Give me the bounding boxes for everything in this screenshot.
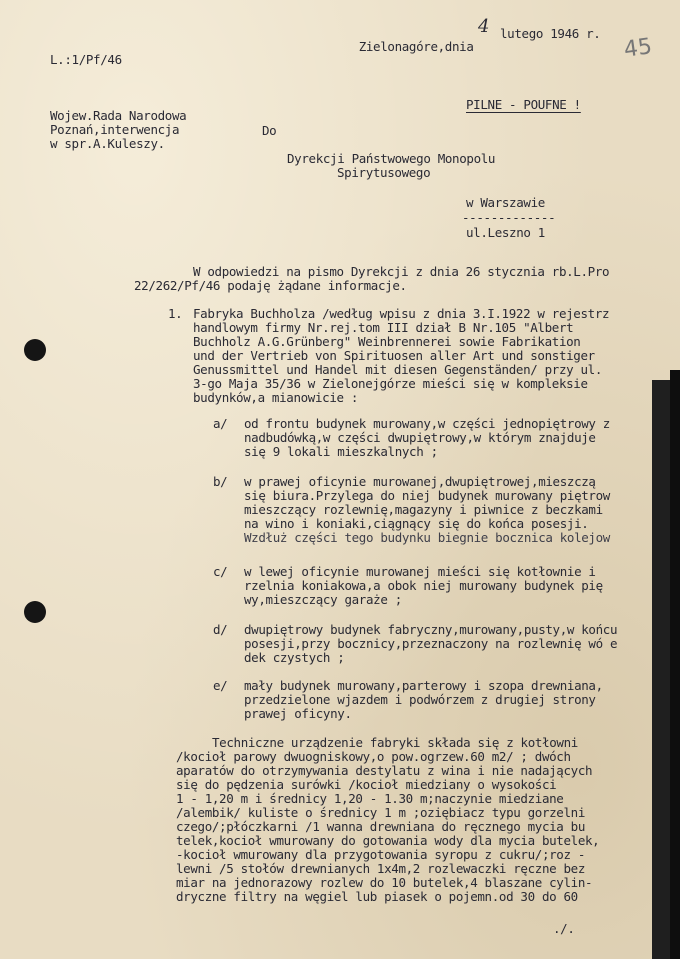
item-b-line-3: mieszczący rozlewnię,magazyny i piwnice z beczkami <box>244 502 603 517</box>
tech-line-11: miar na jednorazowy rozlew do 10 butelek,4 blaszane cylin- <box>176 875 593 890</box>
item-b-line-5: Wzdłuż części tego budynku biegnie bocznica kolejow <box>244 530 610 545</box>
tech-line-4: się do pędzenia surówki /kocioł miedziany o wysokości <box>176 777 557 792</box>
punch-hole-bottom <box>24 601 46 623</box>
recipient-city: w Warszawie <box>466 195 545 210</box>
intro-line-2: 22/262/Pf/46 podaję żądane informacje. <box>134 278 407 293</box>
tech-line-7: czego/;płóczkarni /1 wanna drewniana do ręcznego mycia bu <box>176 819 586 834</box>
tech-line-12: dryczne filtry na węgiel lub piasek o pojemn.od 30 do 60 <box>176 889 578 904</box>
item-c-line-2: rzelnia koniakowa,a obok niej murowany budynek pię <box>244 578 603 593</box>
tech-line-6: /alembik/ kuliste o średnicy 1 m ;oziębiacz typu gorzelni <box>176 805 586 820</box>
tech-line-2: /kocioł parowy dwuogniskowy,o pow.ogrzew.60 m2/ ; dwóch <box>176 749 571 764</box>
place-date-prefix: Zielonagóre,dnia <box>358 39 474 54</box>
item-a-line-1: od frontu budynek murowany,w części jednopiętrowy z <box>244 416 610 431</box>
item-d-line-3: dek czystych ; <box>244 650 345 665</box>
item-e-label: e/ <box>213 678 228 693</box>
point-line-7: budynków,a mianowicie : <box>193 390 359 405</box>
reference-number: L.:1/Pf/46 <box>50 52 122 67</box>
point-line-1: Fabryka Buchholza /według wpisu z dnia 3.I.1922 w rejestrz <box>193 306 610 321</box>
place-date <box>330 27 474 66</box>
pencil-page-number: 45 <box>622 34 654 63</box>
point-line-6: 3-go Maja 35/36 w Zielonejgórze mieści się w kompleksie <box>193 376 588 391</box>
item-c-label: c/ <box>213 564 228 579</box>
tech-line-5: 1 - 1,20 m i średnicy 1,20 - 1.30 m;naczynie miedziane <box>176 791 564 806</box>
point-line-2: handlowym firmy Nr.rej.tom III dział B Nr.105 "Albert <box>193 320 574 335</box>
point-line-5: Genussmittel und Handel mit diesen Gegenständen/ przy ul. <box>193 362 603 377</box>
item-b-line-2: się biura.Przylega do niej budynek murowany piętrow <box>244 488 610 503</box>
item-b-line-4: na wino i koniaki,ciągnący się do końca posesji. <box>244 516 589 531</box>
intro-line-1: W odpowiedzi na pismo Dyrekcji z dnia 26 stycznia rb.L.Pro <box>193 264 610 279</box>
date-day-handwritten: 4 <box>478 16 490 37</box>
item-a-label: a/ <box>213 416 228 431</box>
item-e-line-1: mały budynek murowany,parterowy i szopa drewniana, <box>244 678 603 693</box>
cc-line-2: Poznań,interwencja <box>50 122 180 137</box>
item-b-label: b/ <box>213 474 228 489</box>
urgent-marking: PILNE - POUFNE ! <box>466 97 581 112</box>
recipient-line-2: Spirytusowego <box>337 165 431 180</box>
torn-edge-shadow <box>670 370 680 959</box>
item-c-line-1: w lewej oficynie murowanej mieści się kotłownie i <box>244 564 596 579</box>
tech-line-8: telek,kocioł wmurowany do gotowania wody dla mycia butelek, <box>176 833 600 848</box>
date-rest: lutego 1946 r. <box>500 26 601 41</box>
tech-line-3: aparatów do otrzymywania destylatu z wina i nie nadających <box>176 763 593 778</box>
tech-line-9: -kocioł wmurowany dla przygotowania syropu z cukru/;roz - <box>176 847 586 862</box>
recipient-separator: ------------- <box>462 210 556 225</box>
punch-hole-top <box>24 339 46 361</box>
item-d-line-2: posesji,przy bocznicy,przeznaczony na rozlewnię wó e <box>244 636 618 651</box>
cc-line-3: w spr.A.Kuleszy. <box>50 136 165 151</box>
recipient-street: ul.Leszno 1 <box>466 225 545 240</box>
point-line-3: Buchholz A.G.Grünberg" Weinbrennerei sowie Fabrikation <box>193 334 581 349</box>
do-label: Do <box>262 123 277 138</box>
point-number: 1. <box>168 306 183 321</box>
item-d-line-1: dwupiętrowy budynek fabryczny,murowany,pusty,w końcu <box>244 622 618 637</box>
item-a-line-2: nadbudówką,w części dwupiętrowy,w którym znajduje <box>244 430 596 445</box>
item-d-label: d/ <box>213 622 228 637</box>
item-e-line-2: przedzielone wjazdem i podwórzem z drugiej strony <box>244 692 596 707</box>
item-b-line-1: w prawej oficynie murowanej,dwupiętrowej,mieszczą <box>244 474 596 489</box>
tech-line-10: lewni /5 stołów drewnianych 1x4m,2 rozlewaczki ręczne bez <box>176 861 586 876</box>
continuation-mark: ./. <box>553 921 575 936</box>
point-line-4: und der Vertrieb von Spirituosen aller Art und sonstiger <box>193 348 595 363</box>
item-c-line-3: wy,mieszczący garaże ; <box>244 592 402 607</box>
item-e-line-3: prawej oficyny. <box>244 706 352 721</box>
recipient-line-1: Dyrekcji Państwowego Monopolu <box>287 151 496 166</box>
item-a-line-3: się 9 lokali mieszkalnych ; <box>244 444 438 459</box>
tech-line-1: Techniczne urządzenie fabryki składa się z kotłowni <box>212 735 578 750</box>
cc-line-1: Wojew.Rada Narodowa <box>50 108 187 123</box>
